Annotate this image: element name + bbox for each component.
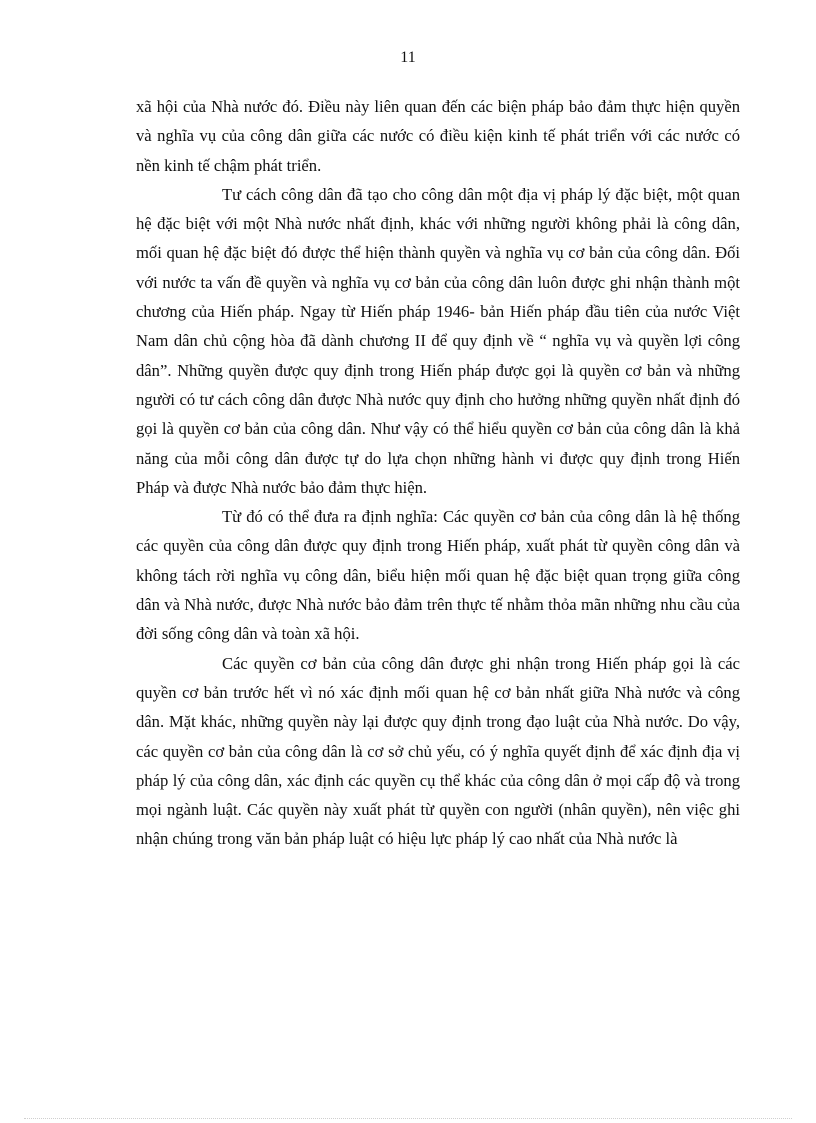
page-number: 11 [400, 49, 416, 66]
page-bottom-divider [24, 1118, 792, 1119]
paragraph-citizen-status: Tư cách công dân đã tạo cho công dân một địa vị pháp lý đặc biệt, một quan hệ đặc biệt với một Nhà nước nhất định, khác với những người không phải là công dân, mối quan hệ đặc biệt đó được thể hiện thành quyền và nghĩa vụ cơ bản của công dân. Đối với nước ta vấn đề quyền và nghĩa vụ cơ bản của công dân luôn được ghi nhận thành một chương của Hiến pháp. Ngay từ Hiến pháp 1946- bản Hiến pháp đầu tiên của nước Việt Nam dân chủ cộng hòa đã dành chương II để quy định về “ nghĩa vụ và quyền lợi công dân”. Những quyền được quy định trong Hiến pháp được gọi là quyền cơ bản và những người có tư cách công dân được Nhà nước quy định cho hưởng những quyền nhất định đó gọi là quyền cơ bản của công dân. Như vậy có thể hiểu quyền cơ bản của công dân là khả năng của mỗi công dân được tự do lựa chọn những hành vi được quy định trong Hiến Pháp và được Nhà nước bảo đảm thực hiện. [136, 184, 740, 497]
paragraph-fundamental-rights: Các quyền cơ bản của công dân được ghi nhận trong Hiến pháp gọi là các quyền cơ bản trước hết vì nó xác định mối quan hệ cơ bản nhất giữa Nhà nước và công dân. Mặt khác, những quyền này lại được quy định trong đạo luật của Nhà nước. Do vậy, các quyền cơ bản của công dân là cơ sở chủ yếu, có ý nghĩa quyết định để xác định địa vị pháp lý của công dân, xác định các quyền cụ thể khác của công dân ở mọi cấp độ và trong mọi ngành luật. Các quyền này xuất phát từ quyền con người (nhân quyền), nên việc ghi nhận chúng trong văn bản pháp luật có hiệu lực pháp lý cao nhất của Nhà nước là [136, 653, 740, 849]
paragraph-definition: Từ đó có thể đưa ra định nghĩa: Các quyền cơ bản của công dân là hệ thống các quyền của công dân được quy định trong Hiến pháp, xuất phát từ quyền công dân và không tách rời nghĩa vụ công dân, biểu hiện mối quan hệ đặc biệt quan trọng giữa công dân và Nhà nước, được Nhà nước bảo đảm trên thực tế nhằm thỏa mãn những nhu cầu của đời sống công dân và toàn xã hội. [136, 507, 740, 644]
paragraph-continuation: xã hội của Nhà nước đó. Điều này liên quan đến các biện pháp bảo đảm thực hiện quyền và nghĩa vụ của công dân giữa các nước có điều kiện kinh tế phát triển với các nước có nền kinh tế chậm phát triển. [136, 97, 740, 175]
body-text [136, 92, 740, 854]
